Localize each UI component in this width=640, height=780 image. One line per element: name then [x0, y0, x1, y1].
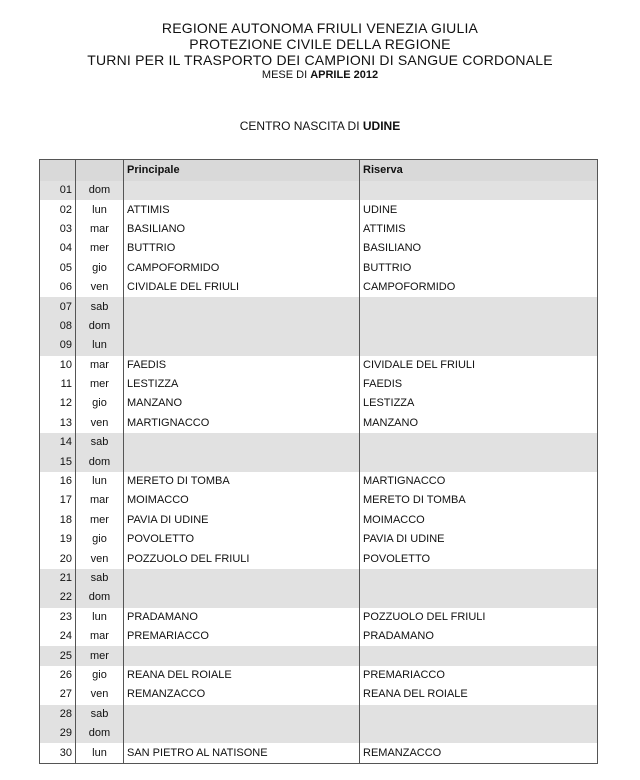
riserva-cell	[360, 181, 598, 200]
weekday-cell: gio	[76, 530, 124, 549]
table-row	[40, 608, 598, 627]
principale-cell: BUTTRIO	[124, 239, 360, 258]
riserva-cell: MERETO DI TOMBA	[360, 491, 598, 510]
weekday-cell: dom	[76, 724, 124, 743]
day-number-cell: 22	[40, 588, 76, 607]
day-number-cell: 15	[40, 452, 76, 471]
weekday-cell: lun	[76, 336, 124, 355]
day-number-cell: 08	[40, 317, 76, 336]
day-number-cell: 19	[40, 530, 76, 549]
riserva-cell: PRADAMANO	[360, 627, 598, 646]
day-number-cell: 03	[40, 220, 76, 239]
weekday-cell: ven	[76, 549, 124, 568]
principale-cell	[124, 317, 360, 336]
column-header-riserva: Riserva	[360, 160, 598, 182]
principale-cell: REMANZACCO	[124, 685, 360, 704]
table-row	[40, 511, 598, 530]
weekday-cell: mer	[76, 239, 124, 258]
day-number-cell: 04	[40, 239, 76, 258]
principale-cell	[124, 181, 360, 200]
month-line	[0, 68, 640, 82]
weekday-cell: sab	[76, 705, 124, 724]
table-row	[40, 336, 598, 355]
weekday-cell: mar	[76, 356, 124, 375]
table-row	[40, 200, 598, 219]
riserva-cell: MANZANO	[360, 414, 598, 433]
principale-cell: POVOLETTO	[124, 530, 360, 549]
riserva-cell	[360, 724, 598, 743]
day-number-cell: 07	[40, 297, 76, 316]
day-number-cell: 29	[40, 724, 76, 743]
table-row	[40, 569, 598, 588]
table-row	[40, 627, 598, 646]
weekday-cell: sab	[76, 297, 124, 316]
day-number-cell: 02	[40, 200, 76, 219]
principale-cell	[124, 646, 360, 665]
document-header	[0, 20, 640, 82]
principale-cell: SAN PIETRO AL NATISONE	[124, 743, 360, 763]
day-number-cell: 14	[40, 433, 76, 452]
table-row	[40, 356, 598, 375]
schedule-title: TURNI PER IL TRASPORTO DEI CAMPIONI DI SANGUE CORDONALE	[87, 52, 553, 68]
table-row	[40, 472, 598, 491]
riserva-cell: REMANZACCO	[360, 743, 598, 763]
table-row	[40, 181, 598, 200]
principale-cell: PAVIA DI UDINE	[124, 511, 360, 530]
riserva-cell	[360, 317, 598, 336]
day-number-cell: 20	[40, 549, 76, 568]
table-row	[40, 414, 598, 433]
riserva-cell: ATTIMIS	[360, 220, 598, 239]
day-number-cell: 05	[40, 259, 76, 278]
weekday-cell: dom	[76, 181, 124, 200]
weekday-cell: mer	[76, 646, 124, 665]
weekday-cell: mer	[76, 375, 124, 394]
riserva-cell: BASILIANO	[360, 239, 598, 258]
riserva-cell: REANA DEL ROIALE	[360, 685, 598, 704]
table-header-row	[40, 160, 598, 182]
weekday-cell: ven	[76, 414, 124, 433]
birth-center-prefix: CENTRO NASCITA DI	[239, 119, 360, 133]
day-number-cell: 18	[40, 511, 76, 530]
table-row	[40, 705, 598, 724]
birth-center-name: UDINE	[362, 119, 401, 133]
riserva-cell: PAVIA DI UDINE	[360, 530, 598, 549]
column-header-principale: Principale	[124, 160, 360, 182]
principale-cell	[124, 336, 360, 355]
table-row	[40, 297, 598, 316]
riserva-cell	[360, 297, 598, 316]
weekday-cell: mar	[76, 627, 124, 646]
table-row	[40, 394, 598, 413]
table-row	[40, 588, 598, 607]
weekday-cell: lun	[76, 472, 124, 491]
riserva-cell	[360, 452, 598, 471]
day-number-cell: 11	[40, 375, 76, 394]
schedule-table	[39, 159, 598, 764]
weekday-cell: dom	[76, 452, 124, 471]
principale-cell: REANA DEL ROIALE	[124, 666, 360, 685]
weekday-cell: dom	[76, 588, 124, 607]
table-row	[40, 317, 598, 336]
weekday-cell: ven	[76, 278, 124, 297]
weekday-cell: gio	[76, 259, 124, 278]
weekday-cell: dom	[76, 317, 124, 336]
table-row	[40, 375, 598, 394]
principale-cell: FAEDIS	[124, 356, 360, 375]
table-row	[40, 666, 598, 685]
riserva-cell	[360, 569, 598, 588]
day-number-cell: 30	[40, 743, 76, 763]
riserva-cell: POVOLETTO	[360, 549, 598, 568]
table-row	[40, 549, 598, 568]
table-row	[40, 433, 598, 452]
riserva-cell: LESTIZZA	[360, 394, 598, 413]
day-number-cell: 06	[40, 278, 76, 297]
region-title: REGIONE AUTONOMA FRIULI VENEZIA GIULIA	[161, 20, 479, 36]
riserva-cell	[360, 433, 598, 452]
weekday-cell: gio	[76, 666, 124, 685]
principale-cell: POZZUOLO DEL FRIULI	[124, 549, 360, 568]
weekday-cell: mer	[76, 511, 124, 530]
table-row	[40, 259, 598, 278]
weekday-cell: gio	[76, 394, 124, 413]
principale-cell: BASILIANO	[124, 220, 360, 239]
table-row	[40, 278, 598, 297]
principale-cell: MANZANO	[124, 394, 360, 413]
table-row	[40, 491, 598, 510]
month-prefix: MESE DI	[261, 69, 308, 81]
day-number-cell: 24	[40, 627, 76, 646]
day-number-cell: 21	[40, 569, 76, 588]
principale-cell: MOIMACCO	[124, 491, 360, 510]
column-header-weekday	[76, 160, 124, 182]
schedule-body	[40, 181, 598, 763]
weekday-cell: mar	[76, 491, 124, 510]
agency-title: PROTEZIONE CIVILE DELLA REGIONE	[189, 36, 451, 52]
day-number-cell: 16	[40, 472, 76, 491]
principale-cell: CIVIDALE DEL FRIULI	[124, 278, 360, 297]
day-number-cell: 09	[40, 336, 76, 355]
table-row	[40, 239, 598, 258]
day-number-cell: 28	[40, 705, 76, 724]
table-row	[40, 743, 598, 763]
principale-cell	[124, 433, 360, 452]
table-row	[40, 530, 598, 549]
principale-cell	[124, 452, 360, 471]
riserva-cell: MOIMACCO	[360, 511, 598, 530]
weekday-cell: lun	[76, 743, 124, 763]
weekday-cell: ven	[76, 685, 124, 704]
principale-cell: LESTIZZA	[124, 375, 360, 394]
principale-cell	[124, 569, 360, 588]
principale-cell: PREMARIACCO	[124, 627, 360, 646]
riserva-cell	[360, 336, 598, 355]
principale-cell: MERETO DI TOMBA	[124, 472, 360, 491]
day-number-cell: 17	[40, 491, 76, 510]
day-number-cell: 13	[40, 414, 76, 433]
riserva-cell: CAMPOFORMIDO	[360, 278, 598, 297]
principale-cell	[124, 705, 360, 724]
riserva-cell: UDINE	[360, 200, 598, 219]
riserva-cell: BUTTRIO	[360, 259, 598, 278]
riserva-cell: CIVIDALE DEL FRIULI	[360, 356, 598, 375]
riserva-cell: POZZUOLO DEL FRIULI	[360, 608, 598, 627]
weekday-cell: lun	[76, 200, 124, 219]
column-header-day	[40, 160, 76, 182]
weekday-cell: sab	[76, 569, 124, 588]
principale-cell: CAMPOFORMIDO	[124, 259, 360, 278]
principale-cell	[124, 297, 360, 316]
weekday-cell: lun	[76, 608, 124, 627]
table-row	[40, 452, 598, 471]
table-row	[40, 724, 598, 743]
principale-cell	[124, 588, 360, 607]
day-number-cell: 12	[40, 394, 76, 413]
birth-center-title	[0, 119, 640, 133]
principale-cell	[124, 724, 360, 743]
day-number-cell: 25	[40, 646, 76, 665]
principale-cell: ATTIMIS	[124, 200, 360, 219]
riserva-cell	[360, 588, 598, 607]
weekday-cell: mar	[76, 220, 124, 239]
riserva-cell	[360, 646, 598, 665]
day-number-cell: 01	[40, 181, 76, 200]
day-number-cell: 10	[40, 356, 76, 375]
riserva-cell	[360, 705, 598, 724]
day-number-cell: 23	[40, 608, 76, 627]
riserva-cell: PREMARIACCO	[360, 666, 598, 685]
day-number-cell: 27	[40, 685, 76, 704]
principale-cell: MARTIGNACCO	[124, 414, 360, 433]
day-number-cell: 26	[40, 666, 76, 685]
table-row	[40, 220, 598, 239]
riserva-cell: MARTIGNACCO	[360, 472, 598, 491]
table-row	[40, 646, 598, 665]
table-row	[40, 685, 598, 704]
principale-cell: PRADAMANO	[124, 608, 360, 627]
weekday-cell: sab	[76, 433, 124, 452]
month-value: APRILE 2012	[310, 69, 379, 81]
riserva-cell: FAEDIS	[360, 375, 598, 394]
